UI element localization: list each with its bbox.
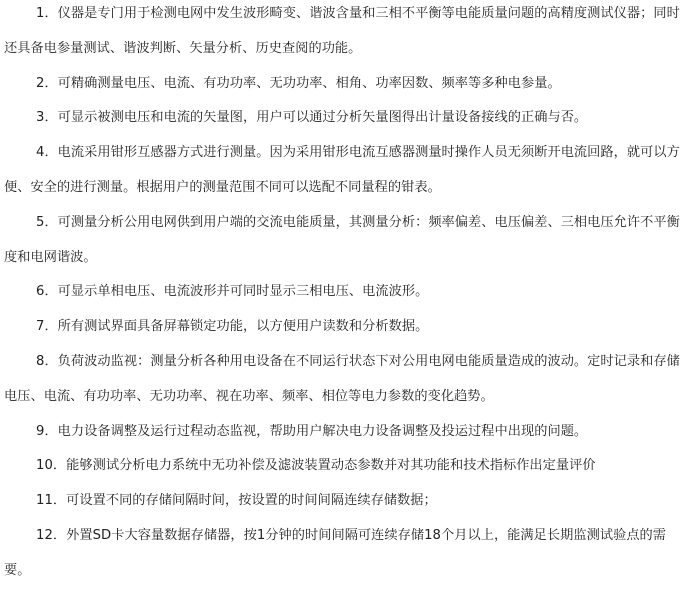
- feature-item-12: 12．外置SD卡大容量数据存储器，按1分钟的时间间隔可连续存储18个月以上，能满足长期监测试验点的需要。: [4, 527, 667, 578]
- feature-item-3: 3．可显示被测电压和电流的矢量图，用户可以通过分析矢量图得出计量设备接线的正确与否。: [36, 110, 588, 126]
- feature-item-10: 10．能够测试分析电力系统中无功补偿及滤波装置动态参数并对其功能和技术指标作出定量评价: [36, 458, 596, 474]
- feature-item-7: 7．所有测试界面具备屏幕锁定功能，以方便用户读数和分析数据。: [36, 319, 429, 335]
- feature-item-1: 1．仪器是专门用于检测电网中发生波形畸变、谐波含量和三相不平衡等电能质量问题的高精度测试仪器；同时还具备电参量测试、谐波判断、矢量分析、历史查阅的功能。: [4, 6, 680, 56]
- feature-item-6: 6．可显示单相电压、电流波形并可同时显示三相电压、电流波形。: [36, 284, 429, 300]
- feature-item-8: 8．负荷波动监视：测量分析各种用电设备在不同运行状态下对公用电网电能质量造成的波动。定时记录和存储电压、电流、有功功率、无功功率、视在功率、频率、相位等电力参数的变化趋势。: [4, 353, 680, 404]
- feature-item-9: 9．电力设备调整及运行过程动态监视，帮助用户解决电力设备调整及投运过程中出现的问题。: [36, 423, 588, 439]
- feature-item-2: 2．可精确测量电压、电流、有功功率、无功功率、相角、功率因数、频率等多种电参量。: [36, 75, 561, 91]
- feature-item-4: 4．电流采用钳形互感器方式进行测量。因为采用钳形电流互感器测量时操作人员无须断开电流回路，就可以方便、安全的进行测量。根据用户的测量范围不同可以选配不同量程的钳表。: [4, 145, 680, 195]
- feature-item-11: 11．可设置不同的存储间隔时间，按设置的时间间隔连续存储数据；: [36, 493, 437, 509]
- feature-item-5: 5．可测量分析公用电网供到用户端的交流电能质量，其测量分析：频率偏差、电压偏差、三相电压允许不平衡度和电网谐波。: [4, 214, 680, 265]
